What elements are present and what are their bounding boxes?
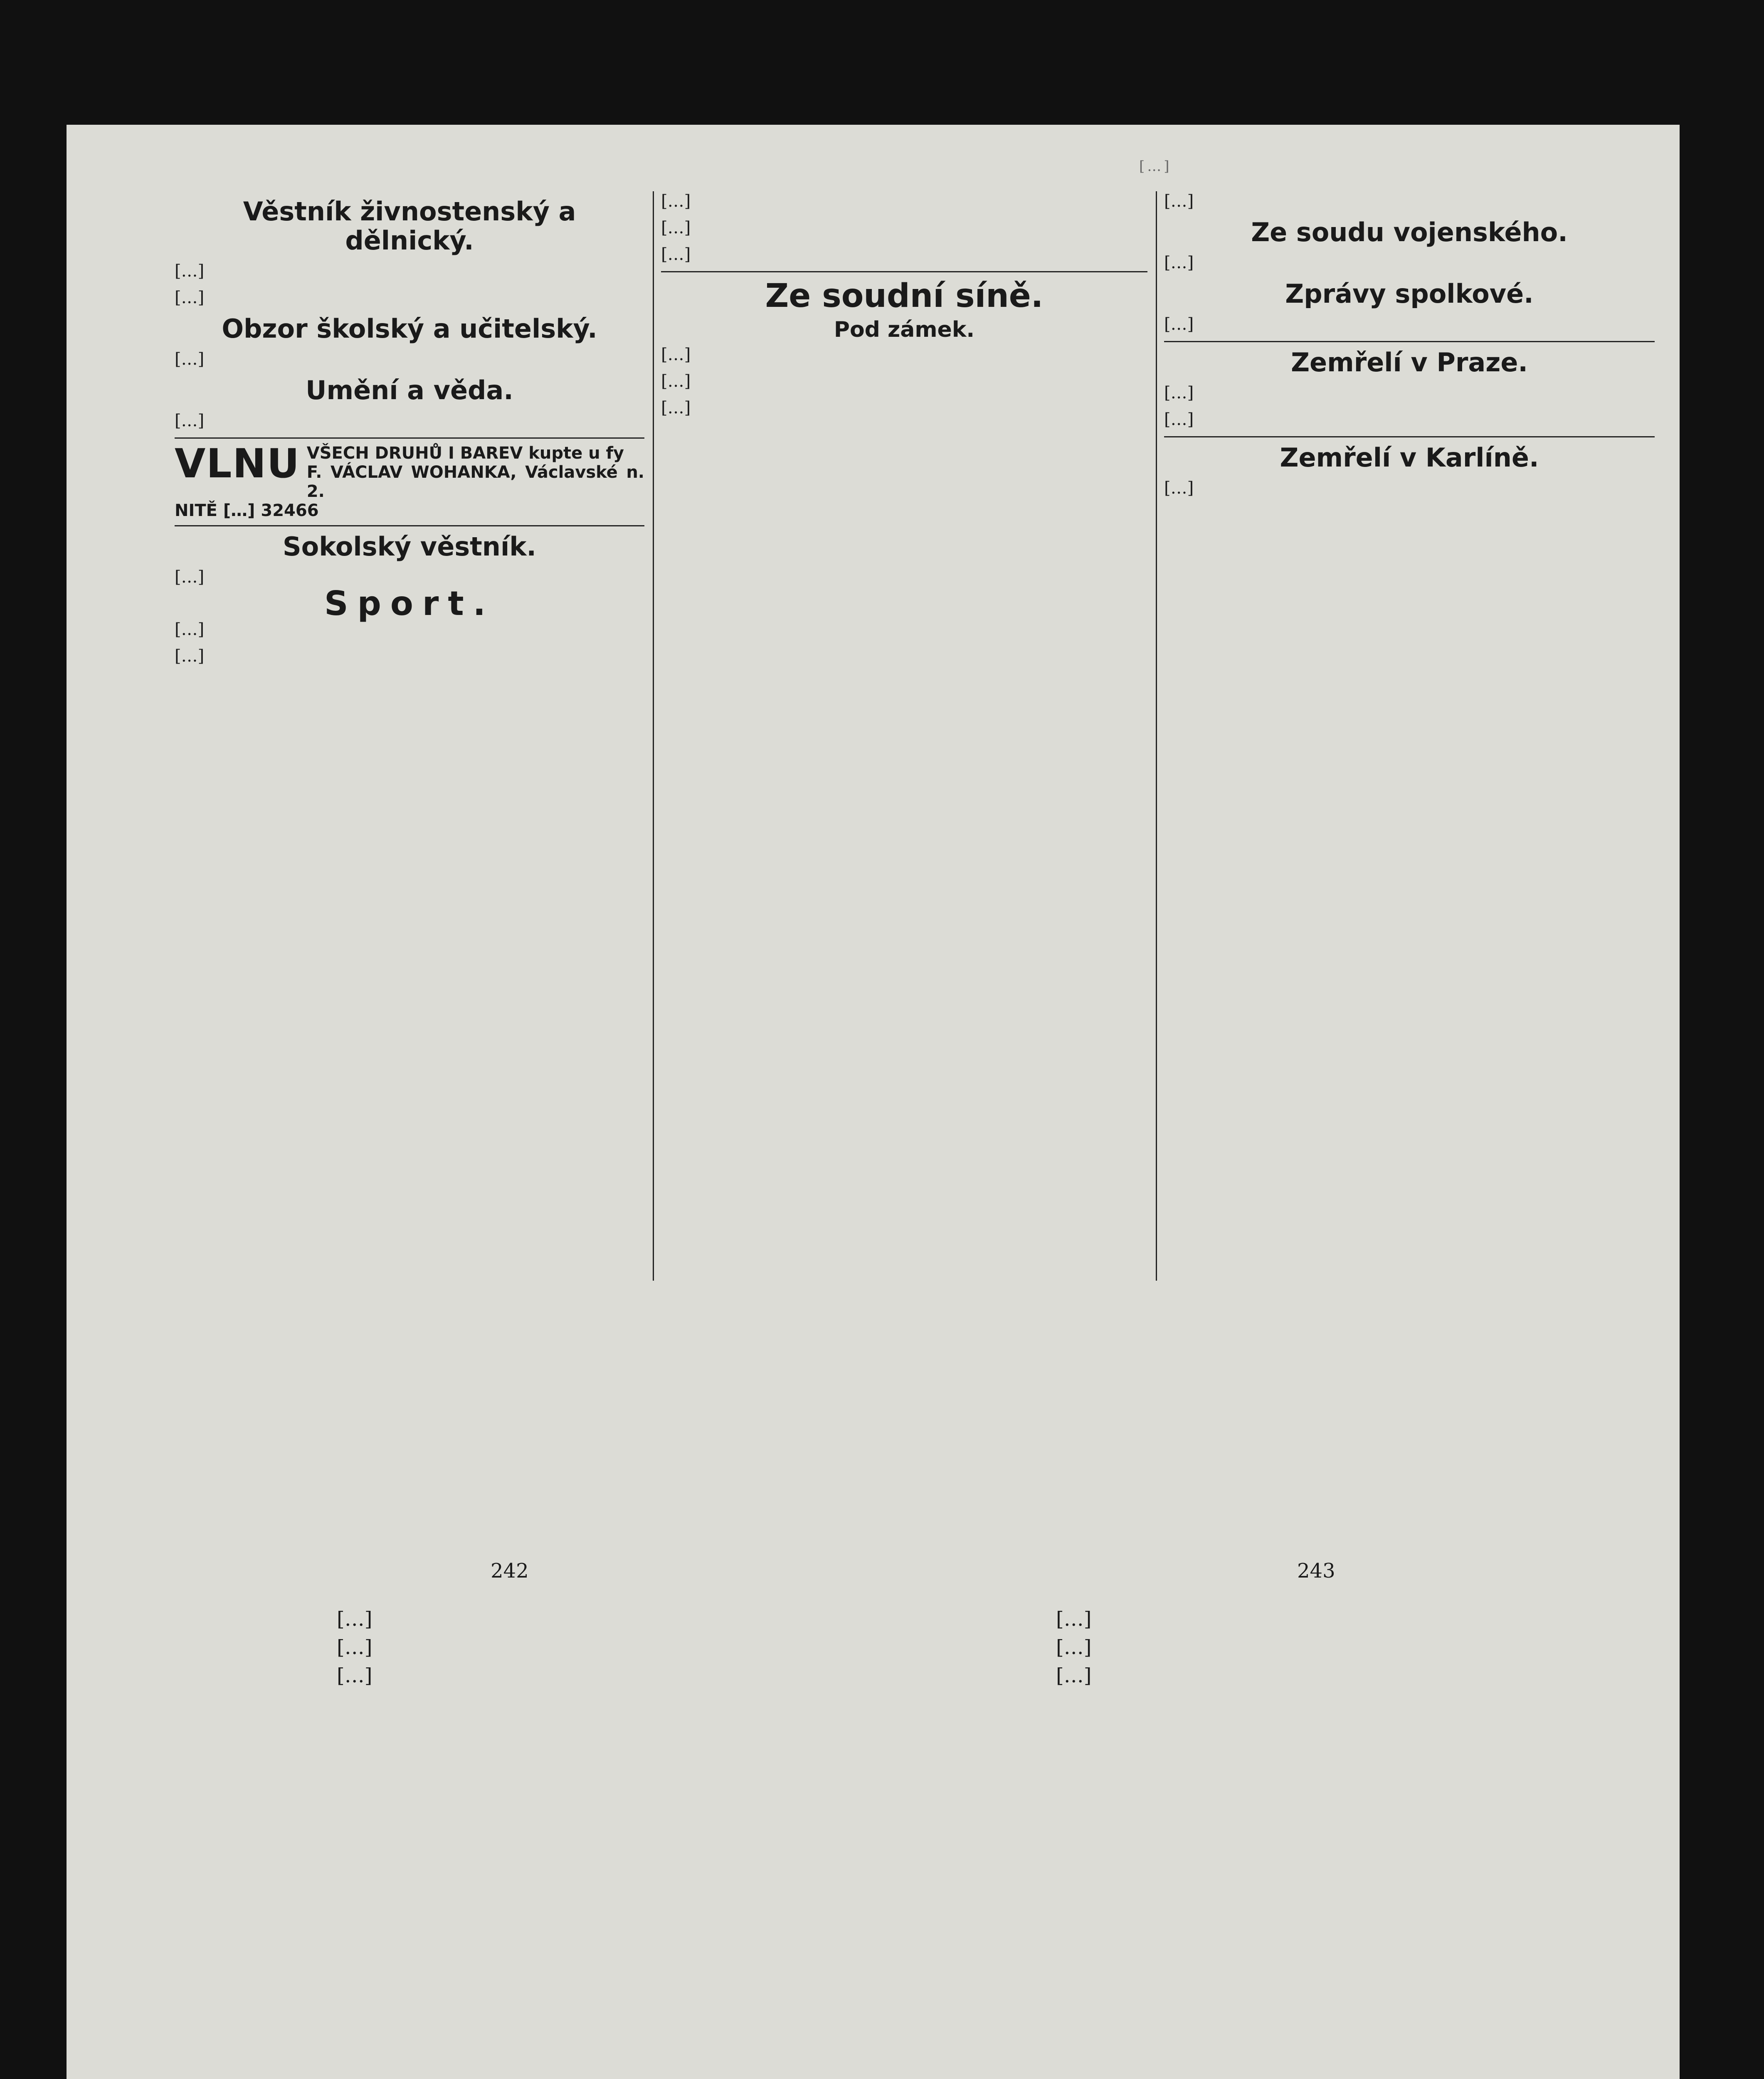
paragraph: […]: [337, 1636, 373, 1659]
paragraph: […]: [1164, 315, 1194, 334]
column-left: [175, 191, 644, 1281]
paragraph: […]: [1056, 1664, 1092, 1687]
paragraph: […]: [661, 372, 691, 391]
paragraph: […]: [1164, 253, 1194, 272]
ad-line: VŠECH DRUHŮ I BAREV kupte u fy: [306, 444, 624, 463]
ad-line: F. VÁCLAV WOHANKA, Václavské n. 2.: [306, 463, 644, 501]
divider: [661, 271, 1147, 272]
column-rule: [1156, 191, 1157, 1281]
section-title: Sokolský věstník.: [283, 531, 536, 562]
section-title: Sport.: [324, 584, 495, 623]
page-number: 243: [1297, 1559, 1335, 1583]
section-title: Zprávy spolkové.: [1285, 279, 1534, 309]
paragraph: […]: [1164, 383, 1194, 402]
section-title: Ze soudní síně.: [765, 277, 1044, 315]
paragraph: […]: [1056, 1636, 1092, 1659]
paragraph: […]: [1164, 479, 1194, 498]
divider: [1164, 341, 1655, 342]
paragraph: […]: [175, 288, 205, 307]
column-right: [1164, 191, 1655, 1281]
section-title: Věstník živnostenský a dělnický.: [243, 196, 576, 256]
paragraph: […]: [175, 262, 205, 281]
column-middle: [661, 191, 1147, 1281]
paragraph: […]: [337, 1607, 373, 1631]
book-page-right: [1027, 1605, 1530, 2079]
paragraph: […]: [1056, 1607, 1092, 1631]
ad-headline: VLNU: [175, 440, 300, 487]
section-title: Ze soudu vojenského.: [1251, 217, 1568, 247]
section-title: Zemřelí v Praze.: [1291, 347, 1528, 378]
paragraph: […]: [175, 568, 205, 587]
paragraph: […]: [661, 245, 691, 264]
paragraph: […]: [1164, 192, 1194, 211]
paragraph: […]: [175, 350, 205, 369]
column-rule: [653, 191, 654, 1281]
paragraph: […]: [175, 411, 205, 430]
article-title: Pod zámek.: [834, 317, 975, 342]
header-smudge: […]: [1139, 158, 1172, 175]
paragraph: […]: [661, 192, 691, 211]
page-number: 242: [491, 1559, 529, 1583]
book-page-left: [308, 1605, 811, 2079]
paragraph: […]: [175, 647, 205, 666]
paragraph: […]: [661, 345, 691, 364]
section-title: Umění a věda.: [306, 375, 513, 405]
section-title: Obzor školský a učitelský.: [222, 314, 597, 344]
paragraph: […]: [661, 218, 691, 237]
divider: [1164, 436, 1655, 437]
divider: [175, 437, 644, 439]
paragraph: […]: [337, 1664, 373, 1687]
paragraph: […]: [661, 398, 691, 417]
paragraph: […]: [1164, 410, 1194, 429]
paragraph: […]: [175, 620, 205, 639]
advertisement: [175, 440, 644, 520]
ad-line: NITĚ […] 32466: [175, 501, 319, 520]
section-title: Zemřelí v Karlíně.: [1280, 442, 1539, 473]
divider: [175, 525, 644, 526]
